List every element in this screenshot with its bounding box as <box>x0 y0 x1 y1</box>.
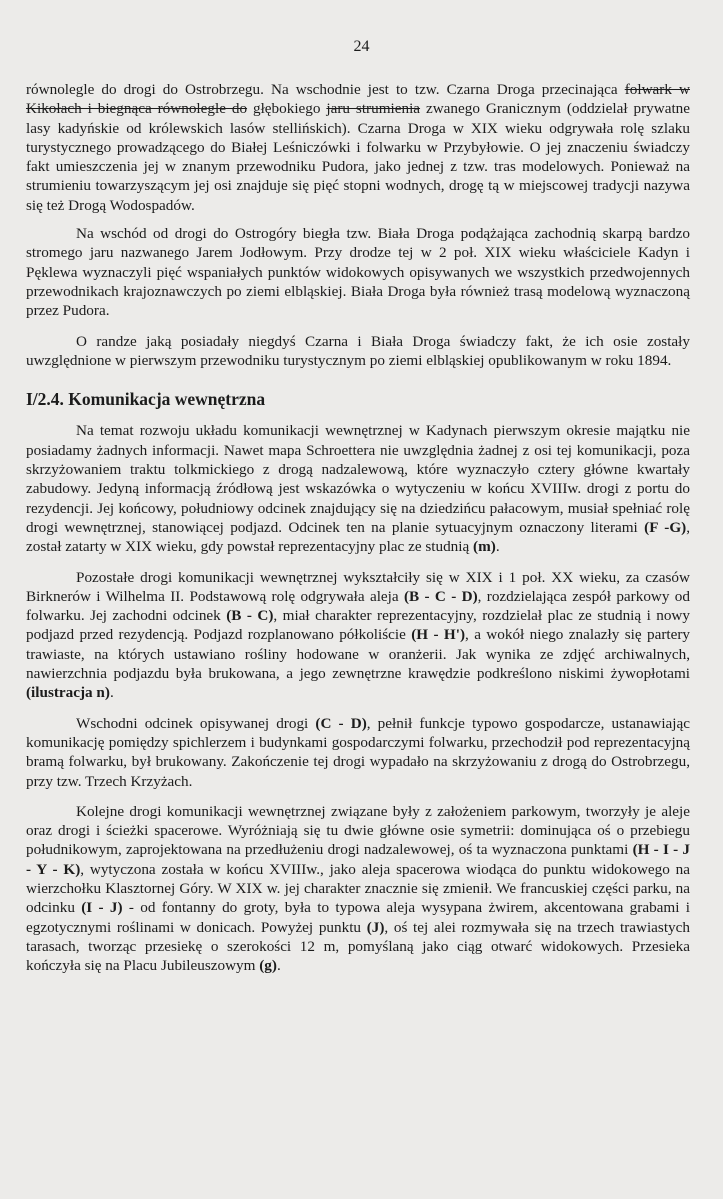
bold-label: (F -G) <box>644 518 687 536</box>
section-heading: I/2.4. Komunikacja wewnętrzna <box>26 389 266 410</box>
document-body <box>26 80 690 986</box>
struck-text: jaru strumienia <box>326 100 421 118</box>
text-run: , rozdzielająca zespół parkowy od folwarku. Jej zachodni odcinek <box>26 587 690 625</box>
text-run: Na temat rozwoju układu komunikacji wewnętrznej w Kadynach pierwszym okresie majątku nie posiadamy żadnych informacji. Nawet mapa Schroettera nie uwzględnia żadnej z osi tej komunikacji, poza skrzyżowaniem traktu tolkmickiego z drogą nadzalewową, które wyznaczyło cztery główne kwartały zabudowy. Jedyną informacją źródłową jest wskazówka o wytyczeniu w końcu XVIIIw. drogi z portu do rezydencji. Jej końcowy, południowy odcinek znajdujący się na dziedzińcu pałacowym, musiał spełniać rolę drogi wewnętrznej, stanowiącej podjazd. Odcinek ten na planie sytuacyjnym oznaczony literami <box>26 422 690 536</box>
text-run: Pozostałe drogi komunikacji wewnętrznej wykształciły się w XIX i 1 poł. XX wieku, za czasów Birknerów i Wilhelma II. Podstawową rolę odgrywała aleja <box>26 568 690 605</box>
text-run: Wschodni odcinek opisywanej drogi <box>76 714 316 732</box>
bold-label: (C - D) <box>315 714 367 732</box>
paragraph-rozwoj-ukladu <box>26 421 690 556</box>
text-run: Kolejne drogi komunikacji wewnętrznej związane były z założeniem parkowym, tworzyły je aleje oraz drogi i ścieżki spacerowe. Wyróżniają się tu dwie główne osie symetrii: dominująca oś o przebiegu południkowym, zaprojektowana na przedłużeniu drogi nadzalewowej, oś ta wyznaczona punktami <box>26 802 690 859</box>
text-run: . <box>276 957 281 975</box>
text-run: , wytyczona została w końcu XVIIIw., jako aleja spacerowa wiodąca do punktu widokowego na wierzchołku Klasztornej Góry. W XIX w. jej charakter znacznie się zmienił. We francuskiej części parku, na odcinku <box>26 860 690 917</box>
struck-text: folwark w Kikołach i biegnąca równolegle do <box>26 81 690 118</box>
paragraph-pozostale-drogi <box>26 568 690 703</box>
text-run: - od fontanny do groty, była to typowa aleja wysypana żwirem, akcentowana grabami i egzotycznymi roślinami w donicach. Powyżej punktu <box>26 899 690 936</box>
bold-label: (I - J) <box>81 899 123 917</box>
bold-label: (g) <box>259 957 277 975</box>
paragraph-czarna-droga <box>26 80 690 215</box>
text-run: , pełnił funkcje typowo gospodarcze, ustanawiając komunikację pomiędzy spichlerzem i budynkami gospodarczymi folwarku, przechodził pod reprezentacyjną bramą folwarku, był brukowany. Zakończenie tej drogi wypadało na skrzyżowaniu z drogą do Ostrobrzegu, przy tzw. Trzech Krzyżach. <box>26 714 690 790</box>
text-run: głębokiego <box>247 100 327 118</box>
text-run: , a wokół niego znalazły się partery trawiaste, na których ustawiano rośliny hodowane w oranżerii. Jak wynika ze zdjęć archiwalnych, nawierzchnia podjazdu była brukowana, a jego zewnętrzne krawędzie podkreślono niskimi żywopłotami <box>26 626 690 683</box>
bold-label: (J) <box>366 918 385 936</box>
bold-label: (ilustracja n) <box>26 684 110 702</box>
paragraph-biala-droga: Na wschód od drogi do Ostrogóry biegła tzw. Biała Droga podążająca zachodnią skarpą bardzo stromego jaru nazwanego Jarem Jodłowym. Przy drodze tej w 2 poł. XIX wieku właściciele Kadyn i Pęklewa wyznaczyli pięć wspaniałych punktów widokowych opisywanych we wszystkich przedwojennych przewodnikach krajoznawczych po ziemi elbląskiej. Biała Droga była również trasą modelową wyznaczoną przez Pudora. <box>26 225 690 320</box>
text-run: , został zatarty w XIX wieku, gdy powstał reprezentacyjny plac ze studnią <box>26 518 690 556</box>
bold-label: (H - H') <box>411 626 466 644</box>
bold-label: (H - I - J - Y - K) <box>26 841 690 878</box>
paragraph-kolejne-drogi <box>26 802 690 976</box>
text-run: , oś tej alei rozmywała się na trzech trawiastych tarasach, tworząc przesiekę o szerokości 12 m, pomyślaną jako ciąg otwarć widokowych. Przesieka kończyła się na Placu Jubileuszowym <box>26 918 690 975</box>
text-run: . <box>109 684 114 702</box>
bold-label: (m) <box>473 538 496 556</box>
page-number: 24 <box>353 38 370 55</box>
bold-label: (B - C) <box>226 607 274 625</box>
text-run: , miał charakter reprezentacyjny, rozdzielał plac ze studnią i nowy podjazd przed rezydencją. Podjazd rozplanowano półkoliście <box>26 607 690 644</box>
bold-label: (B - C - D) <box>403 587 478 605</box>
text-run: równolegle do drogi do Ostrobrzegu. Na wschodnie jest to tzw. Czarna Droga przecinająca <box>26 81 625 98</box>
text-run: . <box>495 538 500 556</box>
paragraph-wschodni-odcinek <box>26 714 690 791</box>
paragraph-randze: O randze jaką posiadały niegdyś Czarna i Biała Droga świadczy fakt, że ich osie zostały uwzględnione w pierwszym przewodniku turystycznym po ziemi elbląskiej opublikowanym w roku 1894. <box>26 332 690 369</box>
text-run: zwanego Granicznym (oddzielał prywatne lasy kadyńskie od królewskich lasów stellińskich). Czarna Droga w XIX wieku odgrywała rolę szlaku turystycznego prowadzącego do Białej Leśniczówki i folwarku w Przybyłowie. O jej znaczeniu świadczy fakt umieszczenia jej w znanym przewodniku Pudora, jako jednej z tzw. tras modelowych. Ponieważ na strumieniu towarzyszącym jej osi znajduje się pięć stopni wodnych, drogę tą w miejscowej tradycji nazywa się też Drogą Wodospadów. <box>26 100 690 214</box>
